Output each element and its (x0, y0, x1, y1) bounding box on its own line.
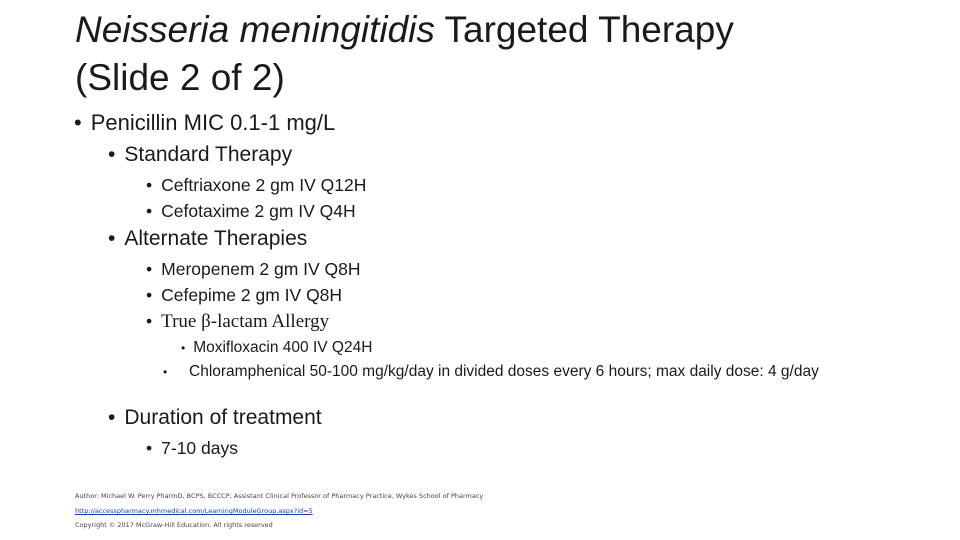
bullet-penicillin-mic (74, 110, 335, 136)
bullet-text: Cefotaxime 2 gm IV Q4H (161, 201, 356, 221)
bullet-text: Chloramphenical 50-100 mg/kg/day in divided doses every 6 hours; max daily dose: 4 g/day (189, 363, 819, 381)
bullet-meropenem (146, 259, 361, 280)
bullet-text: Cefepime 2 gm IV Q8H (161, 285, 343, 305)
bullet-marker: • (108, 143, 116, 166)
bullet-text: 7-10 days (161, 438, 238, 458)
bullet-text: Duration of treatment (124, 406, 322, 429)
bullet-marker: • (146, 311, 153, 331)
bullet-text: Meropenem 2 gm IV Q8H (161, 259, 361, 279)
title-subtitle: (Slide 2 of 2) (75, 57, 285, 98)
footer-link[interactable]: http://accesspharmacy.mhmedical.com/LearningModuleGroup.aspx?id=5 (75, 507, 313, 515)
bullet-text: Alternate Therapies (124, 227, 308, 250)
bullet-ceftriaxone (146, 175, 366, 196)
footer-author: Author: Michael W. Perry PharmD, BCPS, BCCCP, Assistant Clinical Professor of Pharmacy Practice, Wykes School of Pharmacy (75, 492, 484, 500)
bullet-duration (108, 406, 322, 430)
bullet-marker: • (108, 227, 116, 250)
footer-copyright: Copyright © 2017 McGraw-Hill Education. All rights reserved (75, 521, 273, 529)
bullet-days (146, 438, 238, 459)
bullet-cefepime (146, 285, 342, 306)
bullet-marker: • (74, 110, 82, 135)
bullet-standard-therapy (108, 143, 292, 167)
title-text: Targeted Therapy (434, 9, 734, 50)
bullet-text: Moxifloxacin 400 IV Q24H (193, 339, 373, 357)
bullet-text: Standard Therapy (124, 143, 293, 166)
bullet-marker: • (146, 175, 153, 195)
bullet-marker: • (146, 201, 153, 221)
bullet-moxifloxacin (181, 338, 901, 358)
bullet-marker: • (181, 341, 186, 355)
bullet-beta-lactam-allergy (146, 311, 329, 333)
bullet-marker: • (108, 406, 116, 429)
bullet-marker: • (146, 259, 153, 279)
title-organism: Neisseria meningitidis (75, 9, 435, 50)
bullet-alternate-therapies (108, 227, 307, 251)
bullet-marker: • (146, 285, 153, 305)
bullet-cefotaxime (146, 201, 356, 222)
bullet-text: Penicillin MIC 0.1-1 mg/L (90, 110, 336, 135)
bullet-text: True β-lactam Allergy (161, 311, 330, 332)
bullet-text: Ceftriaxone 2 gm IV Q12H (161, 175, 367, 195)
slide-title (75, 6, 935, 102)
bullet-marker: • (146, 438, 153, 458)
bullet-chloramphenicol: • Chloramphenical 50-100 mg/kg/day in divided doses every 6 hours; max daily dose: 4 g/day (163, 363, 819, 381)
